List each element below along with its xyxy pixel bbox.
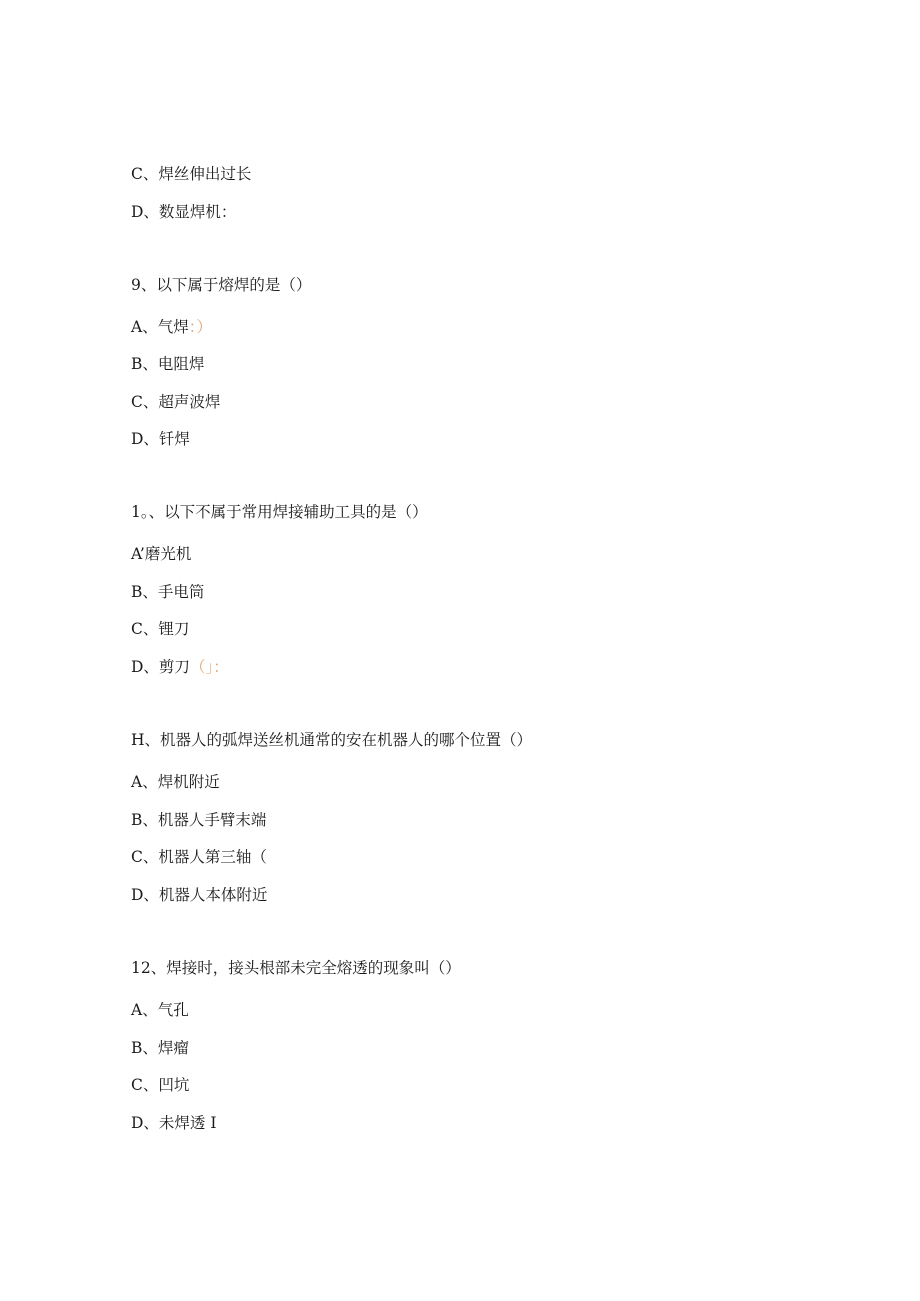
q8-option-d: D、数显焊机：	[131, 203, 237, 221]
q11-option-d: D、机器人本体附近	[131, 886, 268, 904]
q9-option-d: D、钎焊	[131, 430, 190, 448]
q12-option-d: D、未焊透 I	[131, 1114, 217, 1132]
q9-option-c: C、超声波焊	[131, 393, 221, 411]
q10-option-b: B、手电筒	[131, 583, 205, 601]
q9-option-a-text: A、气焊	[131, 318, 189, 336]
q9-option-a-mark: ：）	[188, 318, 212, 336]
q11-question: H、机器人的弧焊送丝机通常的安在机器人的哪个位置（）	[131, 731, 533, 749]
q12-option-c: C、凹坑	[131, 1076, 190, 1094]
q9-option-a	[131, 317, 212, 337]
q10-option-d-text: D、剪刀	[131, 658, 190, 676]
q10-option-d	[131, 657, 229, 677]
q12-option-a: A、气孔	[131, 1001, 189, 1019]
q12-option-b: B、焊瘤	[131, 1039, 189, 1057]
q10-option-d-mark: （」：	[189, 658, 229, 676]
q10-question: 1。、以下不属于常用焊接辅助工具的是（）	[131, 503, 428, 521]
q11-option-b: B、机器人手臂末端	[131, 811, 267, 829]
q11-option-c: C、机器人第三轴（	[131, 848, 267, 866]
q9-option-b: B、电阻焊	[131, 355, 205, 373]
q9-question: 9、以下属于熔焊的是（）	[131, 276, 312, 294]
q8-option-c: C、焊丝伸出过长	[131, 165, 252, 183]
q10-option-c: C、锂刀	[131, 620, 190, 638]
q10-option-a: A’磨光机	[131, 545, 192, 563]
q11-option-a: A、焊机附近	[131, 773, 220, 791]
q12-question: 12、焊接时，接头根部未完全熔透的现象叫（）	[131, 959, 461, 977]
